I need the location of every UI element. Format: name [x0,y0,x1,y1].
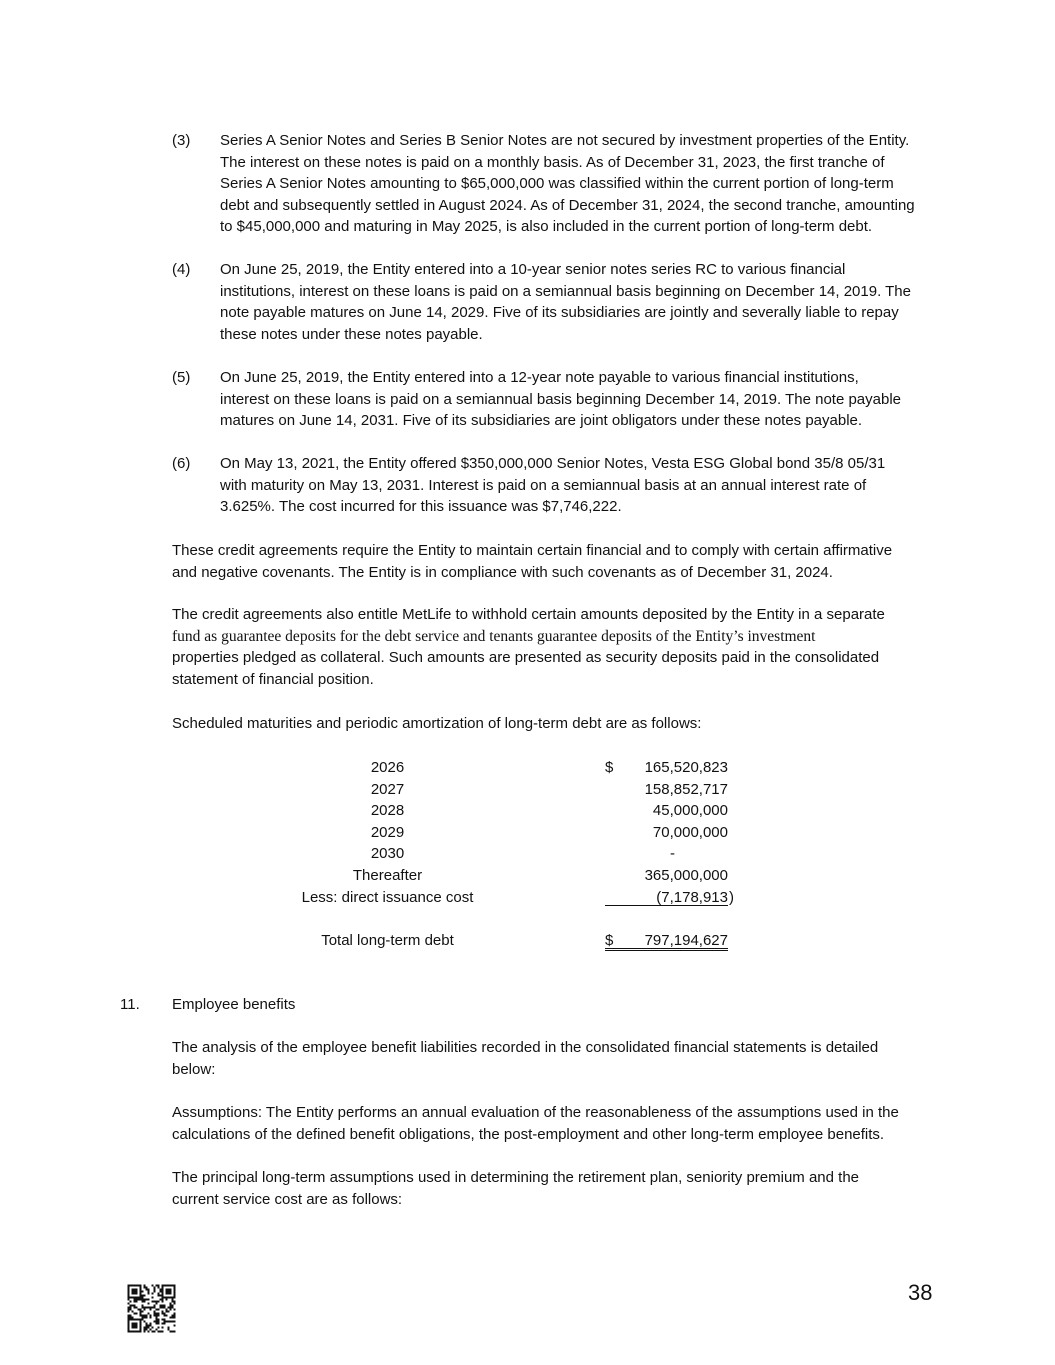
table-row [290,800,750,822]
row-label: 2029 [370,823,405,841]
text-line: These credit agreements require the Entity to maintain certain financial and to comply with certain affirmative [172,542,893,559]
section-title: Employee benefits [172,996,296,1013]
note-text-line: On June 25, 2019, the Entity entered into a 10-year senior notes series RC to various financial [220,261,846,278]
text-line: Scheduled maturities and periodic amortization of long-term debt are as follows: [172,715,702,732]
total-label: Total long-term debt [321,931,454,949]
table-row [290,843,750,865]
text-line: The credit agreements also entitle MetLife to withhold certain amounts deposited by the Entity in a separate [172,606,885,623]
note-number: (3) [172,132,191,149]
total-double-underline [605,948,728,951]
table-row [290,822,750,844]
text-line: The analysis of the employee benefit liabilities recorded in the consolidated financial statements is detailed [172,1039,879,1056]
note-text-line: Series A Senior Notes and Series B Senior Notes are not secured by investment properties of the Entity. [220,132,910,149]
qr-code-icon [127,1284,176,1333]
total-value: 797,194,627 [644,931,728,949]
note-item [172,130,952,238]
maturities-table [290,757,750,951]
note-text-line: debt and subsequently settled in August 2024. As of December 31, 2024, the second tranche, amounting [220,196,915,214]
note-item [172,453,952,518]
note-text-line: interest on these loans is paid on a semiannual basis beginning December 14, 2019. The note payable [220,390,902,408]
row-label: 2027 [370,780,405,798]
scheduled-maturities-intro [172,713,952,735]
table-row [290,779,750,801]
note-text-line: note payable matures on June 14, 2029. Five of its subsidiaries are jointly and severally liable to repay [220,304,899,322]
close-paren: ) [729,888,734,906]
row-value: (7,178,913 [656,888,728,906]
row-label: 2030 [370,845,405,863]
text-line: properties pledged as collateral. Such amounts are presented as security deposits paid in the consolidated [172,649,880,667]
table-row [290,865,750,887]
row-value: 158,852,717 [644,780,728,798]
table-row [290,887,750,909]
note-number: (6) [172,455,191,472]
note-number: (5) [172,369,191,386]
subtotal-underline [605,905,728,906]
row-value: 45,000,000 [652,802,728,820]
row-label: 2028 [370,802,405,820]
text-line: below: [172,1060,216,1078]
table-row [290,757,750,779]
text-line: fund as guarantee deposits for the debt service and tenants guarantee deposits of the Entity’s investment [172,627,816,645]
text-line: calculations of the defined benefit obligations, the post-employment and other long-term employee benefits. [172,1125,885,1143]
row-label: Thereafter [352,866,423,884]
metlife-paragraph [172,604,952,690]
row-value: 70,000,000 [652,823,728,841]
note-text-line: institutions, interest on these loans is paid on a semiannual basis beginning on December 14, 2019. The [220,282,911,300]
note-item [172,367,952,432]
note-number: (4) [172,261,191,278]
note-text-line: with maturity on May 13, 2031. Interest is paid on a semiannual basis at an annual interest rate of [220,476,867,494]
note-text-line: these notes under these notes payable. [220,325,483,343]
row-label: 2026 [370,759,405,776]
note-text-line: On May 13, 2021, the Entity offered $350,000,000 Senior Notes, Vesta ESG Global bond 35/8 05/31 [220,455,886,472]
note-text-line: The interest on these notes is paid on a monthly basis. As of December 31, 2023, the first tranche of [220,153,885,171]
text-line: and negative covenants. The Entity is in compliance with such covenants as of December 31, 2024. [172,563,833,581]
note-item [172,259,952,345]
note-text-line: Series A Senior Notes amounting to $65,000,000 was classified within the current portion of long-term [220,175,894,193]
row-value: - [670,845,675,863]
page-number: 38 [908,1280,933,1305]
text-line: The principal long-term assumptions used in determining the retirement plan, seniority premium and the [172,1169,860,1186]
row-value: 165,520,823 [644,759,728,776]
currency-symbol: $ [605,759,614,776]
row-value: 365,000,000 [644,866,728,884]
text-line: current service cost are as follows: [172,1190,403,1208]
row-label: Less: direct issuance cost [301,888,474,906]
text-line: Assumptions: The Entity performs an annual evaluation of the reasonableness of the assumptions used in the [172,1104,899,1121]
section-number: 11. [120,996,140,1013]
text-line: statement of financial position. [172,670,374,688]
analysis-paragraph [172,1037,952,1080]
assumptions-paragraph [172,1102,952,1145]
currency-symbol: $ [605,931,614,949]
note-text-line: to $45,000,000 and maturing in May 2025, is also included in the current portion of long-term debt. [220,218,873,236]
total-row [290,930,750,952]
note-text-line: 3.625%. The cost incurred for this issuance was $7,746,222. [220,498,622,516]
section-heading [120,994,900,1016]
principal-assumptions-paragraph [172,1167,952,1210]
note-text-line: matures on June 14, 2031. Five of its subsidiaries are joint obligators under these notes payable. [220,412,863,430]
note-text-line: On June 25, 2019, the Entity entered into a 12-year note payable to various financial institutions, [220,369,859,386]
covenants-paragraph [172,540,952,583]
